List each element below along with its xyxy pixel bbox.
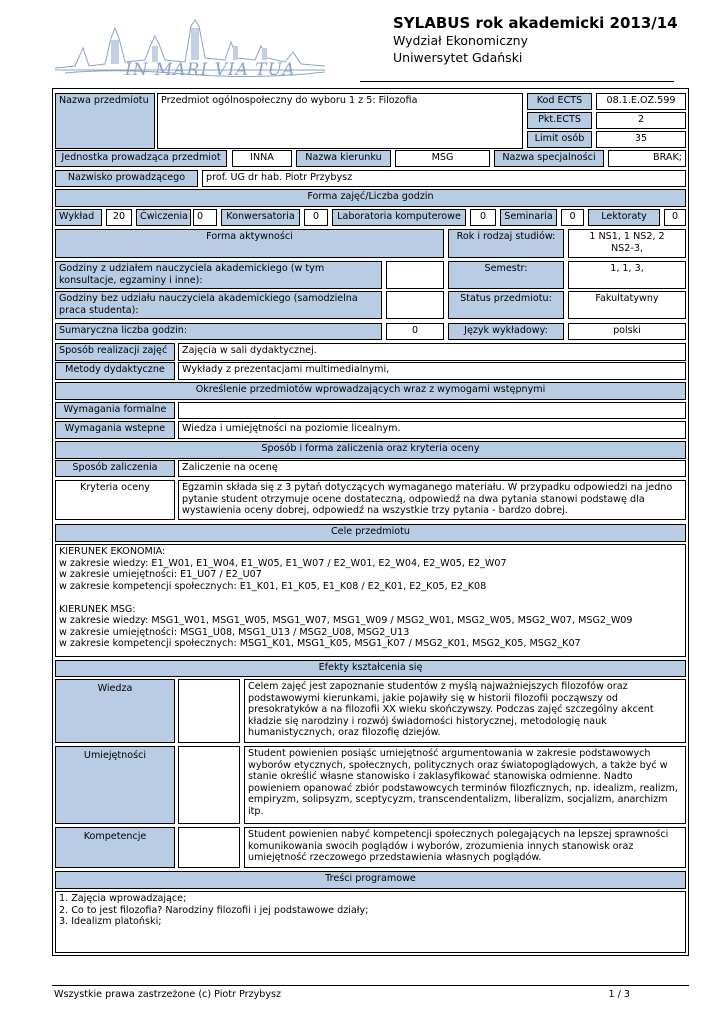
outcomes-section-title: Efekty kształcenia się (55, 660, 686, 677)
spec-label: Nazwa specjalności (494, 150, 604, 167)
noncontact-hours-label: Godziny bez udziału nauczyciela akademickiego (samodzielna praca studenta): (55, 291, 382, 319)
knowledge-text: Celem zajęć jest zapoznanie studentów z myślą najważniejszych filozofów oraz podstawowymi kierunkami, jakie pojawiły się w historii filozofii począwszy od presokratyków a na filozofii XX wieku skończywszy. Podczas zajęć szczególny akcent kładzie się narodziny i rozwój świadomości historycznej, metodologię nauk humanistycznych, oraz filozofię dziejów. (244, 679, 686, 743)
competence-text: Student powienien nabyć kompetencji społecznych polegających na lepszej sprawności komunikowania swocih poglądów i wyborów, zrozumienia innych stanowisk oraz umiejętność rzeczowego przedstawienia własnych poglądów. (244, 827, 686, 868)
contact-hours-value (386, 261, 444, 289)
unit-label: Jednostka prowadząca przedmiot (55, 150, 227, 167)
goals-section-title: Cele przedmiotu (55, 524, 686, 542)
program-text: 1. Zajęcia wprowadzające; 2. Co to jest filozofia? Narodziny filozofii i jej podstawowe działy; 3. Idealizm platoński; (55, 891, 686, 953)
study-year-value: 1 NS1, 1 NS2, 2 NS2-3, (568, 229, 686, 258)
university-name: Uniwersytet Gdański (393, 50, 523, 65)
logo-motto: IN MARI VIA TUA (125, 60, 296, 80)
formal-req-label: Wymagania formalne (55, 402, 175, 419)
lecture-value: 20 (106, 209, 132, 226)
lectorate-label: Lektoraty (588, 209, 660, 226)
status-label: Status przedmiotu: (448, 291, 564, 319)
seminar-value: 0 (561, 209, 584, 226)
status-value: Fakultatywny (568, 291, 686, 319)
course-name-value: Przedmiot ogólnospołeczny do wyboru 1 z 5: Filozofia (157, 93, 523, 149)
limit-value: 35 (596, 131, 686, 148)
knowledge-code (178, 679, 240, 743)
initial-req-value: Wiedza i umiejętności na poziomie licealnym. (178, 421, 686, 439)
exercises-label: Ćwiczenia (136, 209, 191, 226)
competence-code (178, 827, 240, 868)
study-year-label: Rok i rodzaj studiów: (448, 229, 564, 258)
lecture-label: Wykład (55, 209, 102, 226)
faculty-name: Wydział Ekonomiczny (393, 33, 529, 48)
course-name-label: Nazwa przedmiotu (55, 93, 155, 149)
limit-label: Limit osób (527, 131, 592, 148)
conversatory-value: 0 (304, 209, 328, 226)
program-section-title: Treści programowe (55, 871, 686, 889)
knowledge-label: Wiedza (55, 679, 175, 743)
ects-code-value: 08.1.E.OZ.599 (596, 93, 686, 110)
footer-copyright: Wszystkie prawa zastrzeżone (c) Piotr Przybysz (54, 989, 282, 1000)
lab-value: 0 (470, 209, 496, 226)
realization-value: Zajęcia w sali dydaktycznej. (178, 343, 686, 361)
lecturer-label: Nazwisko prowadzącego (55, 170, 198, 187)
seminar-label: Seminaria (500, 209, 557, 226)
assessment-mode-value: Zaliczenie na ocenę (178, 460, 686, 477)
lab-label: Laboratoria komputerowe (332, 209, 466, 226)
exercises-value: 0 (193, 209, 217, 226)
hours-section-title: Forma zajęć/Liczba godzin (55, 189, 686, 207)
activity-form-label: Forma aktywności (55, 229, 444, 258)
field-value: MSG (395, 150, 490, 167)
skills-code (178, 746, 240, 824)
lectorate-value: 0 (664, 209, 686, 226)
noncontact-hours-value (386, 291, 444, 319)
criteria-label: Kryteria oceny (55, 480, 175, 520)
assessment-mode-label: Sposób zaliczenia (55, 460, 175, 477)
unit-value: INNA (232, 150, 292, 167)
header-rule (360, 81, 674, 82)
semester-value: 1, 1, 3, (568, 261, 686, 289)
lecturer-value: prof. UG dr hab. Piotr Przybysz (202, 170, 686, 187)
didactic-value: Wykłady z prezentacjami multimedialnymi, (178, 362, 686, 380)
total-hours-label: Sumaryczna liczba godzin: (55, 323, 382, 340)
ects-points-label: Pkt.ECTS (527, 112, 592, 129)
semester-label: Semestr: (448, 261, 564, 289)
criteria-value: Egzamin składa się z 3 pytań dotyczących wymaganego materiału. W przypadku odpowiedzi na jedno pytanie student otrzymuje ocene dostateczną, odpowiedź na dwa pytania stanowi podstawę dla wystawienia oceny dobrej, odpowiedź na wszystkie trzy pytania - bardzo dobrej. (178, 480, 686, 520)
ects-points-value: 2 (596, 112, 686, 129)
conversatory-label: Konwersatoria (221, 209, 300, 226)
competence-label: Kompetencje (55, 827, 175, 868)
formal-req-value (178, 402, 686, 419)
skills-text: Student powienien posiąśc umiejętność argumentowania w zakresie podstawowych wyborów etycznych, społecznych, politycznych oraz światopoglądowych, a także być w stanie określić własne stanowisko i zaklasyfikować stanowiska odmienne. Nadto powieniem opanować zbiór podstawowcych terminów filozficznych, np. idealizm, realizm, empiryzm, solipsyzm, sceptycyzm, transcendentalizm, liberalizm, socjalizm, anarchizm itp. (244, 746, 686, 824)
didactic-label: Metody dydaktyczne (55, 362, 175, 380)
footer-rule (52, 985, 689, 986)
realization-label: Sposób realizacji zajęć (55, 343, 175, 361)
prereq-section-title: Określenie przedmiotów wprowadzających wraz z wymogami wstępnymi (55, 382, 686, 400)
ects-code-label: Kod ECTS (527, 93, 592, 110)
language-label: Język wykładowy: (448, 323, 564, 340)
field-label: Nazwa kierunku (296, 150, 391, 167)
skills-label: Umiejętności (55, 746, 175, 824)
assessment-section-title: Sposób i forma zaliczenia oraz kryteria oceny (55, 441, 686, 459)
language-value: polski (568, 323, 686, 340)
spec-value: BRAK; (608, 150, 686, 167)
goals-text: KIERUNEK EKONOMIA: w zakresie wiedzy: E1_W01, E1_W04, E1_W05, E1_W07 / E2_W01, E2_W04, E2_W05, E2_W07 w zakresie umiejętności: E1_U07 / E2_U07 w zakresie kompetencji społecznych: E1_K01, E1_K05, E1_K08 / E2_K01, E2_K05, E2_K08 KIERUNEK MSG: w zakresie wiedzy: MSG1_W01, MSG1_W05, MSG1_W07, MSG1_W09 / MSG2_W01, MSG2_W05, MSG2_W07, MSG2_W09 w zakresie umiejętności: MSG1_U08, MSG1_U13 / MSG2_U08, MSG2_U13 w zakresie kompetencji społecznych: MSG1_K01, MSG1_K05, MSG1_K07 / MSG2_K01, MSG2_K05, MSG2_K07 (55, 544, 686, 657)
contact-hours-label: Godziny z udziałem nauczyciela akademickiego (w tym konsultacje, egzaminy i inne): (55, 261, 382, 289)
footer-page-number: 1 / 3 (608, 989, 630, 1000)
initial-req-label: Wymagania wstepne (55, 421, 175, 439)
total-hours-value: 0 (386, 323, 444, 340)
syllabus-title: SYLABUS rok akademicki 2013/14 (393, 14, 678, 32)
